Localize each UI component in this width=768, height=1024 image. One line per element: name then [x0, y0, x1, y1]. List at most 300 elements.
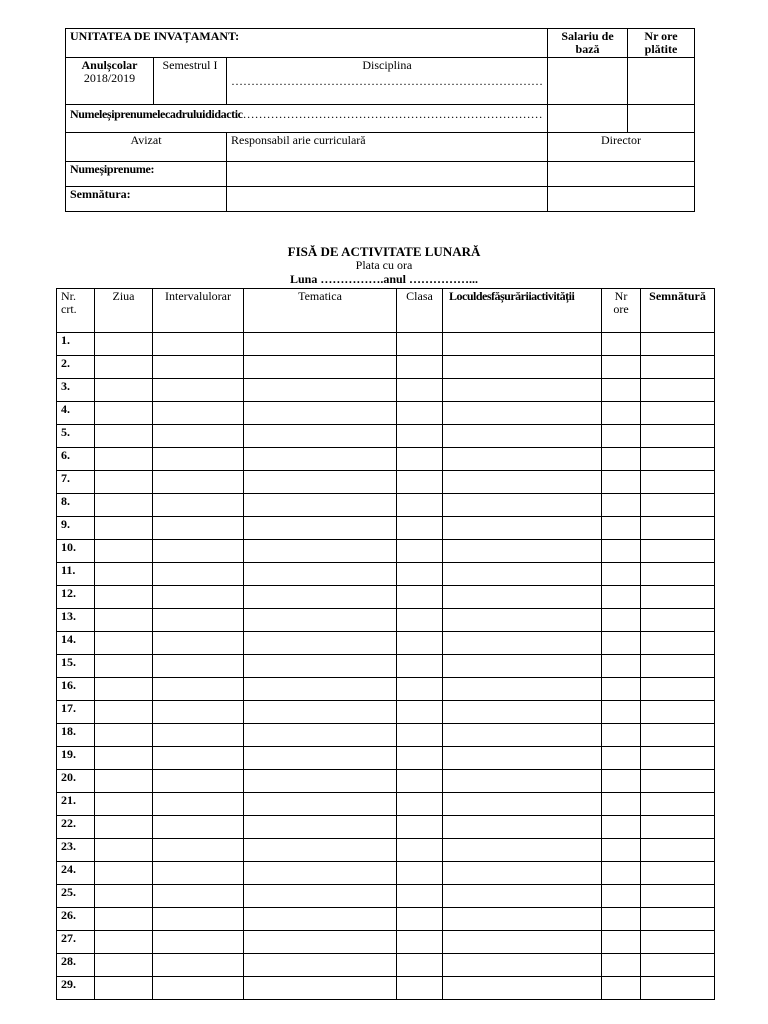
table-row [57, 701, 715, 724]
table-cell[interactable] [397, 448, 443, 471]
table-cell[interactable] [153, 908, 244, 931]
table-cell[interactable] [602, 931, 641, 954]
table-cell[interactable] [397, 609, 443, 632]
table-row [57, 448, 715, 471]
table-cell[interactable] [397, 862, 443, 885]
curricular-manager-label: Responsabil arie curriculară [227, 133, 548, 162]
column-header: Ziua [95, 289, 153, 333]
table-cell[interactable] [95, 908, 153, 931]
table-cell[interactable] [95, 517, 153, 540]
table-cell[interactable] [95, 632, 153, 655]
table-cell[interactable] [244, 563, 397, 586]
table-cell[interactable] [244, 471, 397, 494]
row-number: 19. [57, 747, 95, 770]
table-row [57, 770, 715, 793]
table-cell[interactable] [443, 747, 602, 770]
table-cell[interactable] [153, 839, 244, 862]
table-row [57, 632, 715, 655]
table-cell[interactable] [443, 655, 602, 678]
director-signature-field[interactable] [548, 187, 695, 212]
table-cell[interactable] [397, 632, 443, 655]
table-cell[interactable] [397, 333, 443, 356]
table-cell[interactable] [95, 747, 153, 770]
table-cell[interactable] [602, 494, 641, 517]
table-row [57, 747, 715, 770]
table-cell[interactable] [244, 724, 397, 747]
table-cell[interactable] [153, 793, 244, 816]
column-header: Tematica [244, 289, 397, 333]
table-cell[interactable] [443, 563, 602, 586]
table-cell[interactable] [397, 977, 443, 1000]
table-cell[interactable] [95, 655, 153, 678]
row-number: 15. [57, 655, 95, 678]
table-row [57, 862, 715, 885]
table-cell[interactable] [244, 954, 397, 977]
table-cell[interactable] [397, 839, 443, 862]
table-cell[interactable] [153, 494, 244, 517]
table-cell[interactable] [95, 954, 153, 977]
table-cell[interactable] [95, 678, 153, 701]
table-cell[interactable] [602, 379, 641, 402]
base-salary-label: Salariu de bază [548, 29, 628, 58]
table-cell[interactable] [95, 862, 153, 885]
table-cell[interactable] [397, 747, 443, 770]
table-cell[interactable] [153, 655, 244, 678]
table-cell[interactable] [602, 471, 641, 494]
table-cell[interactable] [397, 517, 443, 540]
table-cell[interactable] [153, 954, 244, 977]
table-row [57, 563, 715, 586]
paid-hours-label: Nr ore plătite [628, 29, 695, 58]
form-period: Luna …………….anul ……………... [289, 272, 479, 286]
table-cell[interactable] [153, 977, 244, 1000]
table-cell[interactable] [153, 471, 244, 494]
table-cell[interactable] [244, 425, 397, 448]
table-cell[interactable] [153, 425, 244, 448]
table-cell[interactable] [244, 448, 397, 471]
table-cell[interactable] [641, 402, 715, 425]
table-cell[interactable] [153, 356, 244, 379]
table-row [57, 356, 715, 379]
table-cell[interactable] [244, 517, 397, 540]
row-number: 2. [57, 356, 95, 379]
table-row [57, 839, 715, 862]
row-number: 20. [57, 770, 95, 793]
director-name-field[interactable] [548, 162, 695, 187]
table-cell[interactable] [641, 632, 715, 655]
table-cell[interactable] [397, 540, 443, 563]
row-number: 4. [57, 402, 95, 425]
table-cell[interactable] [641, 609, 715, 632]
table-cell[interactable] [602, 747, 641, 770]
table-row [57, 885, 715, 908]
table-cell[interactable] [244, 701, 397, 724]
table-cell[interactable] [153, 770, 244, 793]
table-cell[interactable] [153, 862, 244, 885]
table-row [57, 724, 715, 747]
table-cell[interactable] [443, 494, 602, 517]
table-cell[interactable] [95, 402, 153, 425]
table-cell[interactable] [602, 908, 641, 931]
table-cell[interactable] [244, 977, 397, 1000]
table-cell[interactable] [244, 747, 397, 770]
table-cell[interactable] [602, 678, 641, 701]
table-row [57, 908, 715, 931]
row-number: 24. [57, 862, 95, 885]
table-cell[interactable] [95, 356, 153, 379]
table-row [57, 977, 715, 1000]
school-year-cell [66, 58, 154, 105]
table-cell[interactable] [602, 356, 641, 379]
table-cell[interactable] [397, 770, 443, 793]
row-number: 21. [57, 793, 95, 816]
row-number: 6. [57, 448, 95, 471]
row-number: 26. [57, 908, 95, 931]
signature-label: Semnătura: [66, 187, 227, 212]
row-number: 25. [57, 885, 95, 908]
table-cell[interactable] [602, 540, 641, 563]
table-cell[interactable] [397, 678, 443, 701]
table-cell[interactable] [95, 701, 153, 724]
header-empty-cell [548, 105, 628, 133]
table-cell[interactable] [443, 471, 602, 494]
table-cell[interactable] [95, 724, 153, 747]
paid-hours-value[interactable] [628, 58, 695, 105]
table-cell[interactable] [602, 655, 641, 678]
institution-label: UNITATEA DE INVAȚAMANT: [66, 29, 548, 58]
table-cell[interactable] [244, 839, 397, 862]
table-cell[interactable] [95, 770, 153, 793]
table-row [57, 655, 715, 678]
table-row [57, 816, 715, 839]
row-number: 7. [57, 471, 95, 494]
table-cell[interactable] [153, 678, 244, 701]
table-cell[interactable] [153, 609, 244, 632]
row-number: 23. [57, 839, 95, 862]
table-cell[interactable] [397, 402, 443, 425]
table-cell[interactable] [153, 379, 244, 402]
table-cell[interactable] [95, 563, 153, 586]
table-cell[interactable] [641, 954, 715, 977]
row-number: 16. [57, 678, 95, 701]
table-cell[interactable] [244, 931, 397, 954]
table-row [57, 471, 715, 494]
table-cell[interactable] [602, 425, 641, 448]
table-cell[interactable] [602, 448, 641, 471]
table-cell[interactable] [443, 862, 602, 885]
table-cell[interactable] [153, 724, 244, 747]
table-cell[interactable] [153, 632, 244, 655]
semester-label: Semestrul I [154, 58, 227, 105]
table-cell[interactable] [397, 356, 443, 379]
table-cell[interactable] [397, 655, 443, 678]
table-cell[interactable] [397, 931, 443, 954]
table-header-row [57, 289, 715, 333]
table-cell[interactable] [153, 448, 244, 471]
table-cell[interactable] [153, 333, 244, 356]
teacher-name-label: Numeleșiprenumelecadruluididactic [70, 107, 243, 121]
row-number: 22. [57, 816, 95, 839]
table-row [57, 517, 715, 540]
header-table [65, 28, 695, 212]
table-row [57, 402, 715, 425]
table-cell[interactable] [397, 425, 443, 448]
row-number: 28. [57, 954, 95, 977]
table-cell[interactable] [641, 425, 715, 448]
table-cell[interactable] [641, 356, 715, 379]
table-cell[interactable] [244, 655, 397, 678]
table-row [57, 954, 715, 977]
table-cell[interactable] [244, 885, 397, 908]
table-cell[interactable] [95, 793, 153, 816]
table-cell[interactable] [397, 793, 443, 816]
table-row [57, 793, 715, 816]
table-cell[interactable] [602, 563, 641, 586]
column-header: Nr. crt. [57, 289, 95, 333]
table-cell[interactable] [602, 885, 641, 908]
table-cell[interactable] [641, 701, 715, 724]
form-subtitle: Plata cu ora [355, 258, 413, 272]
table-cell[interactable] [602, 954, 641, 977]
table-cell[interactable] [244, 816, 397, 839]
table-cell[interactable] [641, 678, 715, 701]
table-cell[interactable] [443, 609, 602, 632]
table-cell[interactable] [641, 333, 715, 356]
table-cell[interactable] [244, 402, 397, 425]
table-cell[interactable] [244, 356, 397, 379]
table-cell[interactable] [443, 977, 602, 1000]
header-empty-cell [628, 105, 695, 133]
table-cell[interactable] [641, 540, 715, 563]
table-cell[interactable] [443, 379, 602, 402]
table-row [57, 425, 715, 448]
table-cell[interactable] [95, 540, 153, 563]
name-label: Numeșiprenume: [66, 162, 227, 187]
table-cell[interactable] [443, 333, 602, 356]
table-cell[interactable] [153, 540, 244, 563]
table-cell[interactable] [602, 333, 641, 356]
table-cell[interactable] [641, 839, 715, 862]
table-cell[interactable] [443, 540, 602, 563]
teacher-name-cell[interactable] [66, 105, 548, 133]
table-row [57, 678, 715, 701]
table-cell[interactable] [443, 816, 602, 839]
table-cell[interactable] [443, 425, 602, 448]
table-cell[interactable] [641, 379, 715, 402]
table-cell[interactable] [443, 908, 602, 931]
table-cell[interactable] [244, 632, 397, 655]
table-row [57, 333, 715, 356]
table-cell[interactable] [443, 954, 602, 977]
table-cell[interactable] [602, 770, 641, 793]
table-cell[interactable] [602, 793, 641, 816]
table-row [57, 379, 715, 402]
table-cell[interactable] [443, 586, 602, 609]
row-number: 10. [57, 540, 95, 563]
table-cell[interactable] [153, 885, 244, 908]
row-number: 5. [57, 425, 95, 448]
table-cell[interactable] [641, 908, 715, 931]
table-cell[interactable] [641, 586, 715, 609]
table-cell[interactable] [641, 471, 715, 494]
row-number: 29. [57, 977, 95, 1000]
table-cell[interactable] [443, 448, 602, 471]
table-row [57, 609, 715, 632]
table-cell[interactable] [397, 701, 443, 724]
column-header: Loculdesfășurăriiactivității [443, 289, 602, 333]
table-row [57, 931, 715, 954]
discipline-cell[interactable] [227, 58, 548, 105]
table-cell[interactable] [641, 747, 715, 770]
manager-signature-field[interactable] [227, 187, 548, 212]
activity-table [56, 288, 715, 1000]
table-cell[interactable] [153, 931, 244, 954]
table-cell[interactable] [397, 908, 443, 931]
table-cell[interactable] [443, 701, 602, 724]
row-number: 12. [57, 586, 95, 609]
table-row [57, 586, 715, 609]
table-cell[interactable] [397, 494, 443, 517]
table-cell[interactable] [641, 816, 715, 839]
table-cell[interactable] [602, 586, 641, 609]
table-cell[interactable] [443, 632, 602, 655]
table-cell[interactable] [443, 724, 602, 747]
table-cell[interactable] [602, 632, 641, 655]
row-number: 1. [57, 333, 95, 356]
row-number: 8. [57, 494, 95, 517]
table-cell[interactable] [602, 724, 641, 747]
table-cell[interactable] [244, 678, 397, 701]
table-cell[interactable] [602, 701, 641, 724]
table-cell[interactable] [602, 517, 641, 540]
table-cell[interactable] [641, 724, 715, 747]
table-cell[interactable] [397, 471, 443, 494]
table-cell[interactable] [641, 517, 715, 540]
table-cell[interactable] [95, 448, 153, 471]
column-header: Nr ore [602, 289, 641, 333]
table-cell[interactable] [95, 379, 153, 402]
table-cell[interactable] [153, 816, 244, 839]
table-cell[interactable] [443, 678, 602, 701]
director-label: Director [548, 133, 695, 162]
table-cell[interactable] [443, 770, 602, 793]
table-cell[interactable] [641, 885, 715, 908]
table-cell[interactable] [244, 862, 397, 885]
row-number: 9. [57, 517, 95, 540]
table-cell[interactable] [602, 609, 641, 632]
manager-name-field[interactable] [227, 162, 548, 187]
table-cell[interactable] [95, 816, 153, 839]
table-cell[interactable] [95, 425, 153, 448]
row-number: 17. [57, 701, 95, 724]
table-cell[interactable] [397, 563, 443, 586]
table-cell[interactable] [397, 586, 443, 609]
column-header: Intervalulorar [153, 289, 244, 333]
form-title: FISĂ DE ACTIVITATE LUNARĂ [287, 244, 481, 259]
table-cell[interactable] [641, 977, 715, 1000]
table-cell[interactable] [397, 724, 443, 747]
table-cell[interactable] [641, 862, 715, 885]
table-cell[interactable] [397, 379, 443, 402]
table-cell[interactable] [153, 563, 244, 586]
table-cell[interactable] [244, 494, 397, 517]
table-cell[interactable] [641, 770, 715, 793]
table-cell[interactable] [641, 655, 715, 678]
table-cell[interactable] [244, 586, 397, 609]
table-cell[interactable] [95, 609, 153, 632]
table-cell[interactable] [153, 747, 244, 770]
table-cell[interactable] [602, 816, 641, 839]
table-cell[interactable] [153, 586, 244, 609]
table-cell[interactable] [443, 885, 602, 908]
row-number: 14. [57, 632, 95, 655]
table-cell[interactable] [95, 885, 153, 908]
table-cell[interactable] [443, 402, 602, 425]
table-cell[interactable] [443, 517, 602, 540]
row-number: 3. [57, 379, 95, 402]
table-row [57, 494, 715, 517]
table-cell[interactable] [443, 839, 602, 862]
table-cell[interactable] [602, 839, 641, 862]
table-cell[interactable] [244, 908, 397, 931]
table-cell[interactable] [397, 816, 443, 839]
table-cell[interactable] [153, 402, 244, 425]
table-cell[interactable] [244, 540, 397, 563]
table-cell[interactable] [244, 793, 397, 816]
school-year-value: 2018/2019 [83, 71, 136, 85]
school-year-label: Anulșcolar [81, 58, 138, 72]
teacher-name-dots: ………………………………………………………………… [242, 107, 543, 121]
table-cell[interactable] [602, 977, 641, 1000]
table-cell[interactable] [602, 862, 641, 885]
column-header: Semnătură [641, 289, 715, 333]
table-cell[interactable] [153, 517, 244, 540]
table-cell[interactable] [95, 977, 153, 1000]
column-header: Clasa [397, 289, 443, 333]
table-cell[interactable] [95, 471, 153, 494]
table-cell[interactable] [641, 931, 715, 954]
table-cell[interactable] [153, 701, 244, 724]
table-cell[interactable] [641, 448, 715, 471]
table-cell[interactable] [443, 931, 602, 954]
activity-rows [57, 333, 715, 1000]
table-cell[interactable] [244, 333, 397, 356]
table-cell[interactable] [95, 931, 153, 954]
table-cell[interactable] [641, 563, 715, 586]
row-number: 27. [57, 931, 95, 954]
table-cell[interactable] [602, 402, 641, 425]
table-cell[interactable] [443, 356, 602, 379]
table-cell[interactable] [95, 333, 153, 356]
table-cell[interactable] [244, 770, 397, 793]
table-cell[interactable] [397, 885, 443, 908]
row-number: 18. [57, 724, 95, 747]
base-salary-value[interactable] [548, 58, 628, 105]
discipline-dots: …………………………………………………………………… [231, 75, 543, 88]
row-number: 11. [57, 563, 95, 586]
table-cell[interactable] [397, 954, 443, 977]
table-cell[interactable] [641, 494, 715, 517]
table-row [57, 540, 715, 563]
table-cell[interactable] [443, 793, 602, 816]
table-cell[interactable] [244, 379, 397, 402]
table-cell[interactable] [95, 494, 153, 517]
row-number: 13. [57, 609, 95, 632]
table-cell[interactable] [95, 586, 153, 609]
table-cell[interactable] [641, 793, 715, 816]
table-cell[interactable] [244, 609, 397, 632]
table-cell[interactable] [95, 839, 153, 862]
